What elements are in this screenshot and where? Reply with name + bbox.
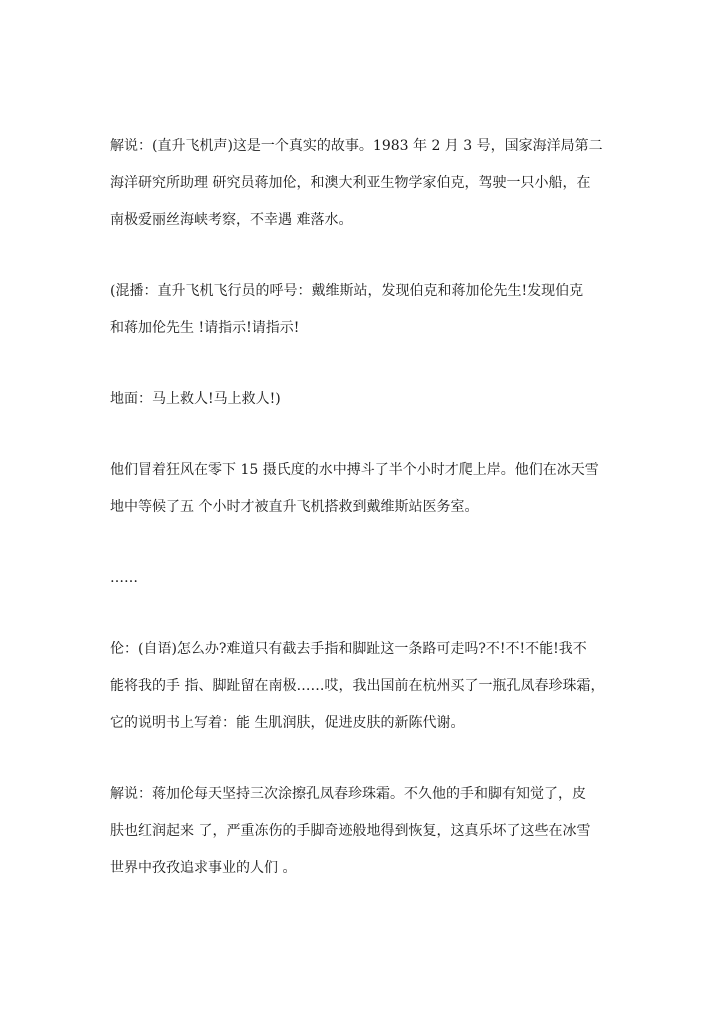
paragraph-ellipsis: [110, 563, 622, 600]
text-line: 世界中孜孜追求事业的人们 。: [110, 860, 297, 876]
text-line: 肤也红润起来 了，严重冻伤的手脚奇迹般地得到恢复，这真乐坏了这些在冰雪: [110, 823, 591, 839]
paragraph-gap: [110, 745, 622, 779]
text-line: (混播：直升飞机飞行员的呼号：戴维斯站，发现伯克和蒋加伦先生!发现伯克: [110, 283, 584, 299]
paragraph-radio-call: [110, 276, 622, 350]
paragraph-narration-intro: [110, 131, 622, 242]
text-line: 解说：蒋加伦每天坚持三次涂擦孔凤春珍珠霜。不久他的手和脚有知觉了，皮: [110, 786, 586, 802]
text-line: 南极爱丽丝海峡考察，不幸遇 难落水。: [110, 212, 353, 228]
paragraph-gap: [110, 242, 622, 276]
paragraph-monologue: [110, 634, 622, 745]
text-line: 海洋研究所助理 研究员蒋加伦，和澳大利亚生物学家伯克，驾驶一只小船，在: [110, 175, 591, 191]
text-line: ……: [110, 570, 138, 586]
paragraph-gap: [110, 350, 622, 384]
text-line: 地中等候了五 个小时才被直升飞机搭救到戴维斯站医务室。: [110, 499, 479, 515]
text-line: 他们冒着狂风在零下 15 摄氏度的水中搏斗了半个小时才爬上岸。他们在冰天雪: [110, 462, 599, 478]
text-line: 地面：马上救人!马上救人!): [110, 391, 281, 407]
document-body: [110, 131, 622, 890]
paragraph-gap: [110, 529, 622, 563]
text-line: 和蒋加伦先生 !请指示!请指示!: [110, 320, 300, 336]
paragraph-gap: [110, 600, 622, 634]
paragraph-narration-outro: [110, 779, 622, 890]
text-line: 它的说明书上写着：能 生肌润肤，促进皮肤的新陈代谢。: [110, 715, 465, 731]
paragraph-ground-reply: [110, 384, 622, 421]
paragraph-gap: [110, 421, 622, 455]
text-line: 伦：(自语)怎么办?难道只有截去手指和脚趾这一条路可走吗?不!不!不能!我不: [110, 641, 587, 657]
paragraph-rescue: [110, 455, 622, 529]
text-line: 解说：(直升飞机声)这是一个真实的故事。1983 年 2 月 3 号，国家海洋局第二: [110, 138, 603, 154]
text-line: 能将我的手 指、脚趾留在南极……哎，我出国前在杭州买了一瓶孔凤春珍珠霜，: [110, 678, 605, 694]
